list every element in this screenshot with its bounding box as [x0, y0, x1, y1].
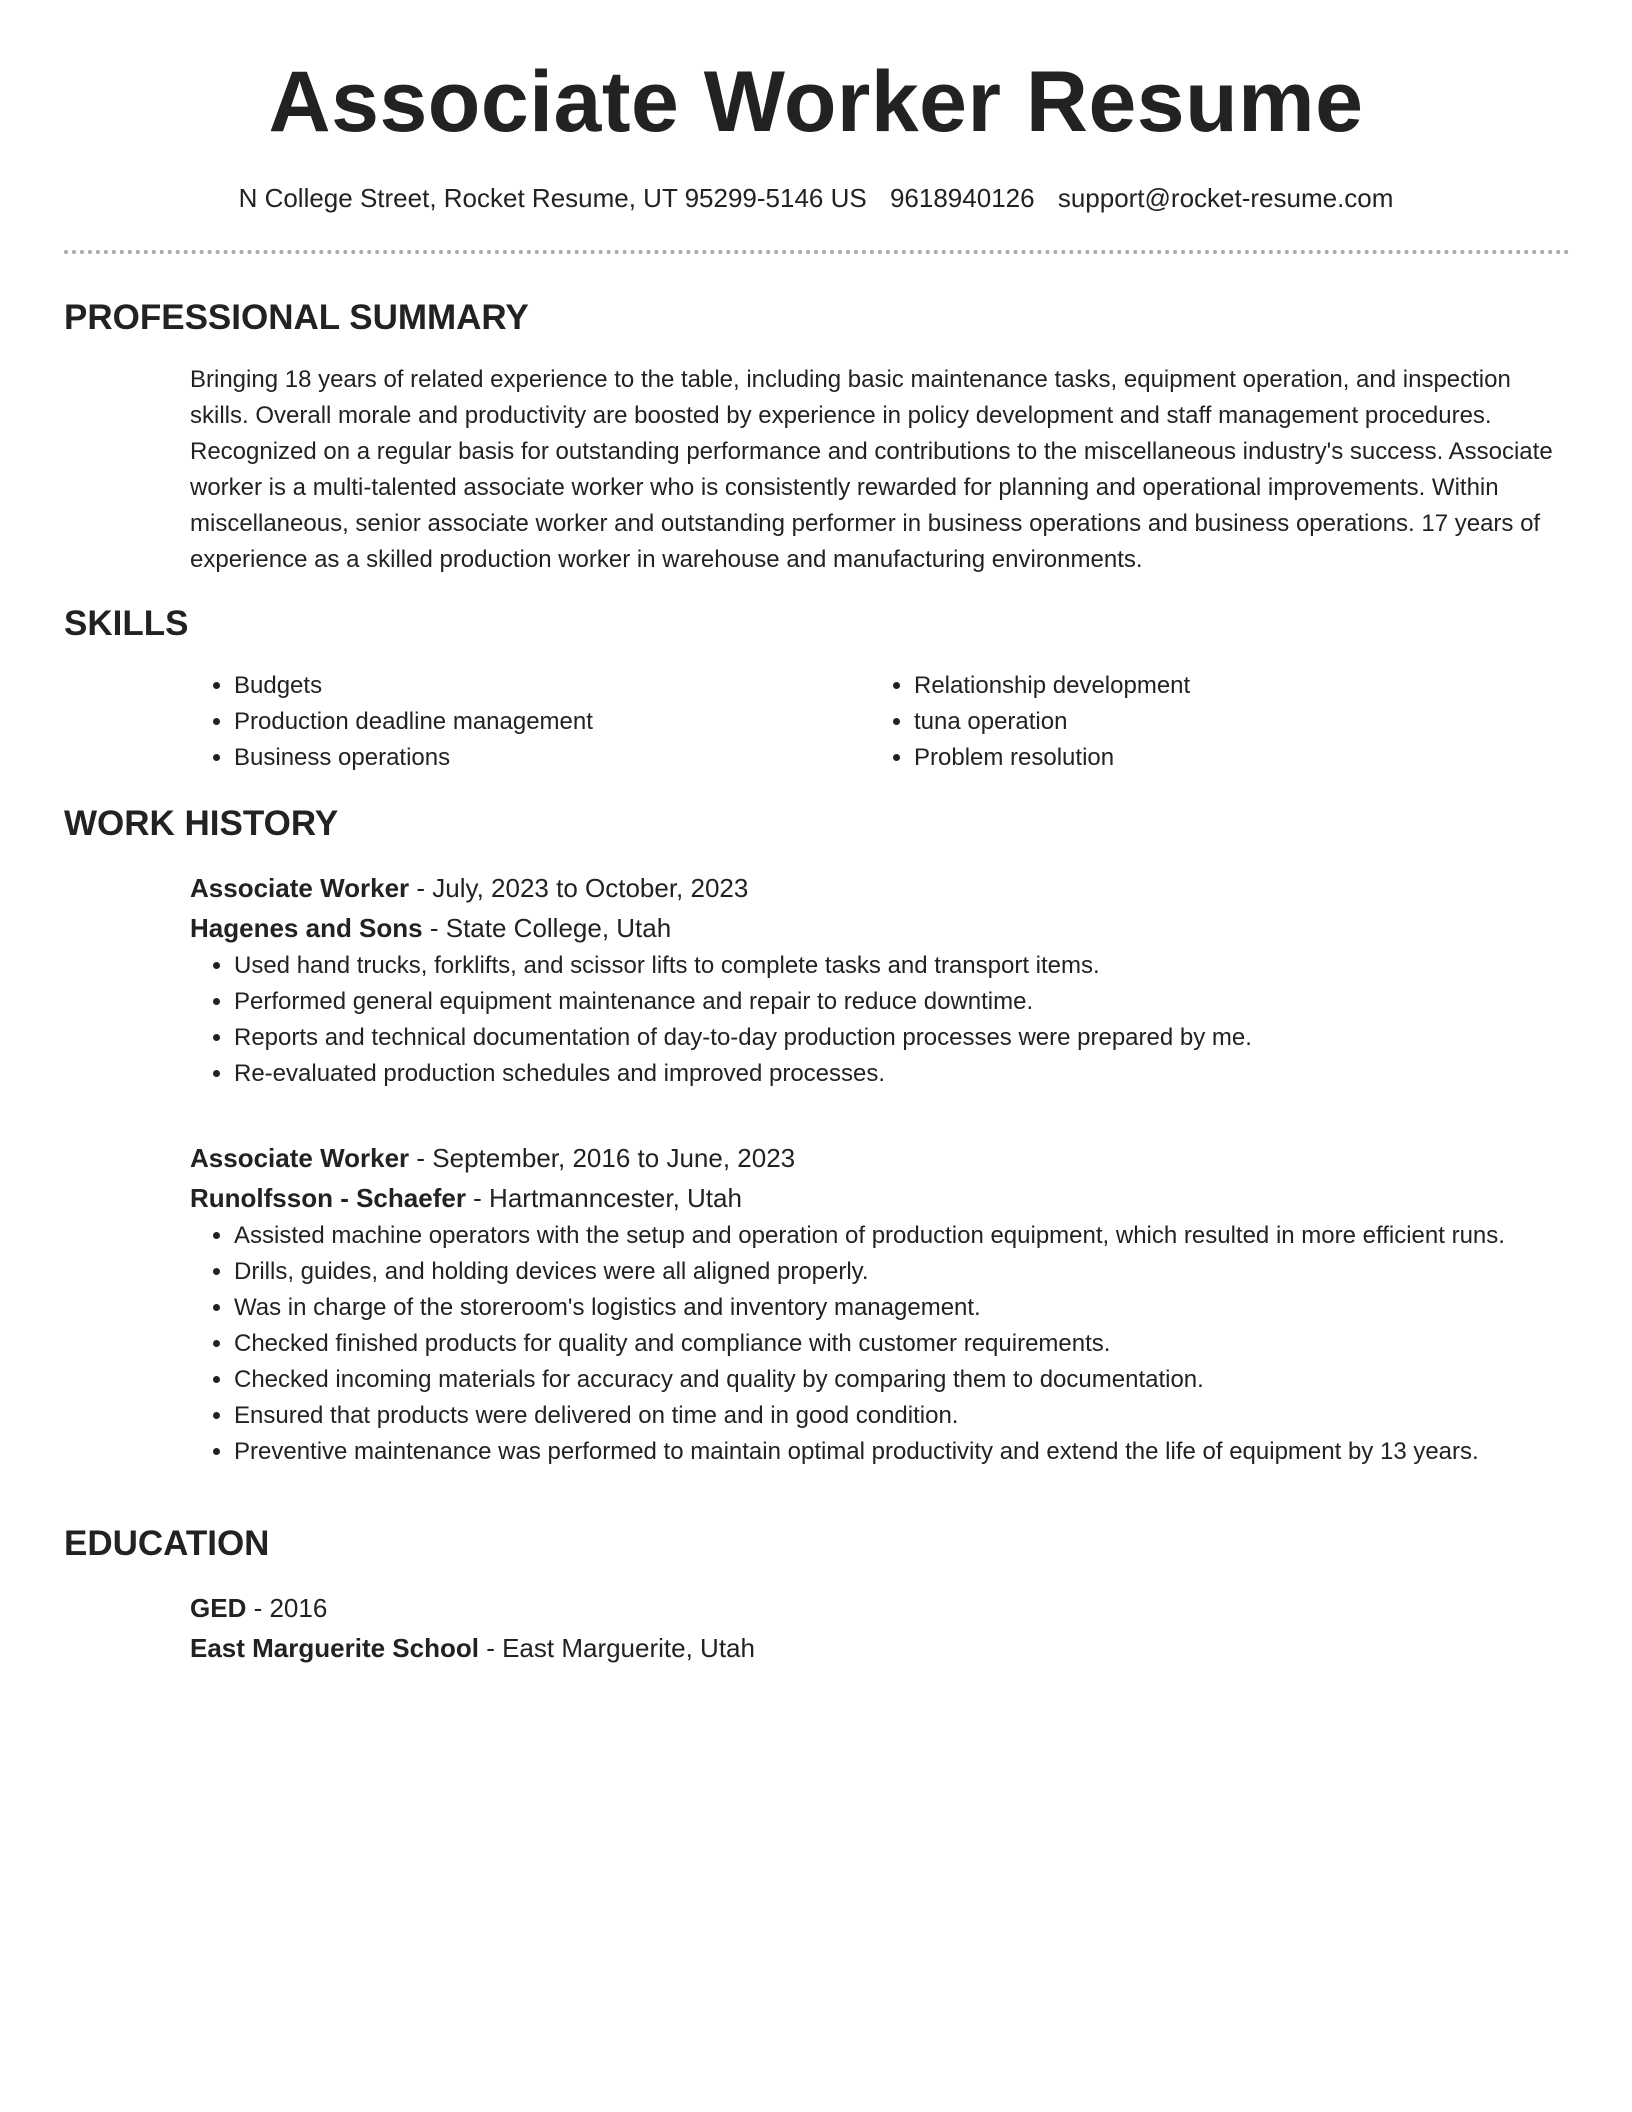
job-entry	[190, 1138, 1570, 1470]
job-title-line	[190, 1138, 1570, 1178]
skills-column-right	[870, 668, 1550, 776]
job-duty: • Used hand trucks, forklifts, and scissor lifts to complete tasks and transport items.	[234, 948, 1570, 984]
job-company: Runolfsson - Schaefer	[190, 1183, 466, 1213]
education-degree: GED	[190, 1593, 247, 1623]
job-company-line	[190, 908, 1570, 948]
header-divider	[64, 250, 1570, 254]
job-duties	[190, 1218, 1570, 1470]
contact-address: N College Street, Rocket Resume, UT 95299-5146 US	[238, 183, 867, 213]
job-duty: • Drills, guides, and holding devices were all aligned properly.	[234, 1254, 1570, 1290]
job-duty: • Preventive maintenance was performed to maintain optimal productivity and extend the life of equipment by 13 years.	[234, 1434, 1570, 1470]
job-dates: - September, 2016 to June, 2023	[409, 1143, 796, 1173]
contact-email[interactable]: support@rocket-resume.com	[1057, 183, 1394, 213]
job-duty: • Assisted machine operators with the setup and operation of production equipment, which resulted in more efficient runs.	[234, 1218, 1570, 1254]
job-duty: • Re-evaluated production schedules and improved processes.	[234, 1056, 1570, 1092]
job-duties	[190, 948, 1570, 1092]
contact-phone: 9618940126	[889, 183, 1035, 213]
work-history-heading: WORK HISTORY	[64, 804, 339, 843]
job-location: - State College, Utah	[422, 913, 672, 943]
skills-column-left	[190, 668, 870, 776]
job-duty: • Checked incoming materials for accuracy and quality by comparing them to documentation.	[234, 1362, 1570, 1398]
education-school-line	[190, 1628, 1570, 1668]
resume-title: Associate Worker Resume	[268, 54, 1364, 150]
skills-section	[190, 668, 1570, 776]
job-title: Associate Worker	[190, 873, 410, 903]
job-duty: • Was in charge of the storeroom's logistics and inventory management.	[234, 1290, 1570, 1326]
education-year: - 2016	[246, 1593, 328, 1623]
skill-item: • Problem resolution	[914, 740, 1550, 776]
skill-item: • Production deadline management	[234, 704, 870, 740]
summary-section	[190, 362, 1570, 578]
job-title: Associate Worker	[190, 1143, 410, 1173]
job-duty: • Performed general equipment maintenance and repair to reduce downtime.	[234, 984, 1570, 1020]
job-dates: - July, 2023 to October, 2023	[409, 873, 749, 903]
contact-line	[0, 180, 1632, 216]
education-heading: EDUCATION	[64, 1524, 270, 1563]
job-title-line	[190, 868, 1570, 908]
job-company-line	[190, 1178, 1570, 1218]
education-school: East Marguerite School	[190, 1633, 479, 1663]
education-entry	[190, 1588, 1570, 1668]
skill-item: • Budgets	[234, 668, 870, 704]
skill-item: • Business operations	[234, 740, 870, 776]
job-company: Hagenes and Sons	[190, 913, 423, 943]
job-duty: • Reports and technical documentation of day-to-day production processes were prepared by me.	[234, 1020, 1570, 1056]
job-duty: • Checked finished products for quality and compliance with customer requirements.	[234, 1326, 1570, 1362]
education-location: - East Marguerite, Utah	[478, 1633, 755, 1663]
summary-heading: PROFESSIONAL SUMMARY	[64, 298, 529, 337]
job-duty: • Ensured that products were delivered on time and in good condition.	[234, 1398, 1570, 1434]
summary-text: Bringing 18 years of related experience to the table, including basic maintenance tasks, equipment operation, and inspection skills. Overall morale and productivity are boosted by experience in policy development and staff management procedures. Recognized on a regular basis for outstanding performance and contributions to the miscellaneous industry's success. Associate worker is a multi-talented associate worker who is consistently rewarded for planning and operational improvements. Within miscellaneous, senior associate worker and outstanding performer in business operations and business operations. 17 years of experience as a skilled production worker in warehouse and manufacturing environments.	[190, 366, 1553, 573]
skill-item: • Relationship development	[914, 668, 1550, 704]
skill-item: • tuna operation	[914, 704, 1550, 740]
job-entry	[190, 868, 1570, 1092]
job-location: - Hartmanncester, Utah	[465, 1183, 742, 1213]
skills-heading: SKILLS	[64, 604, 189, 643]
education-degree-line	[190, 1588, 1570, 1628]
